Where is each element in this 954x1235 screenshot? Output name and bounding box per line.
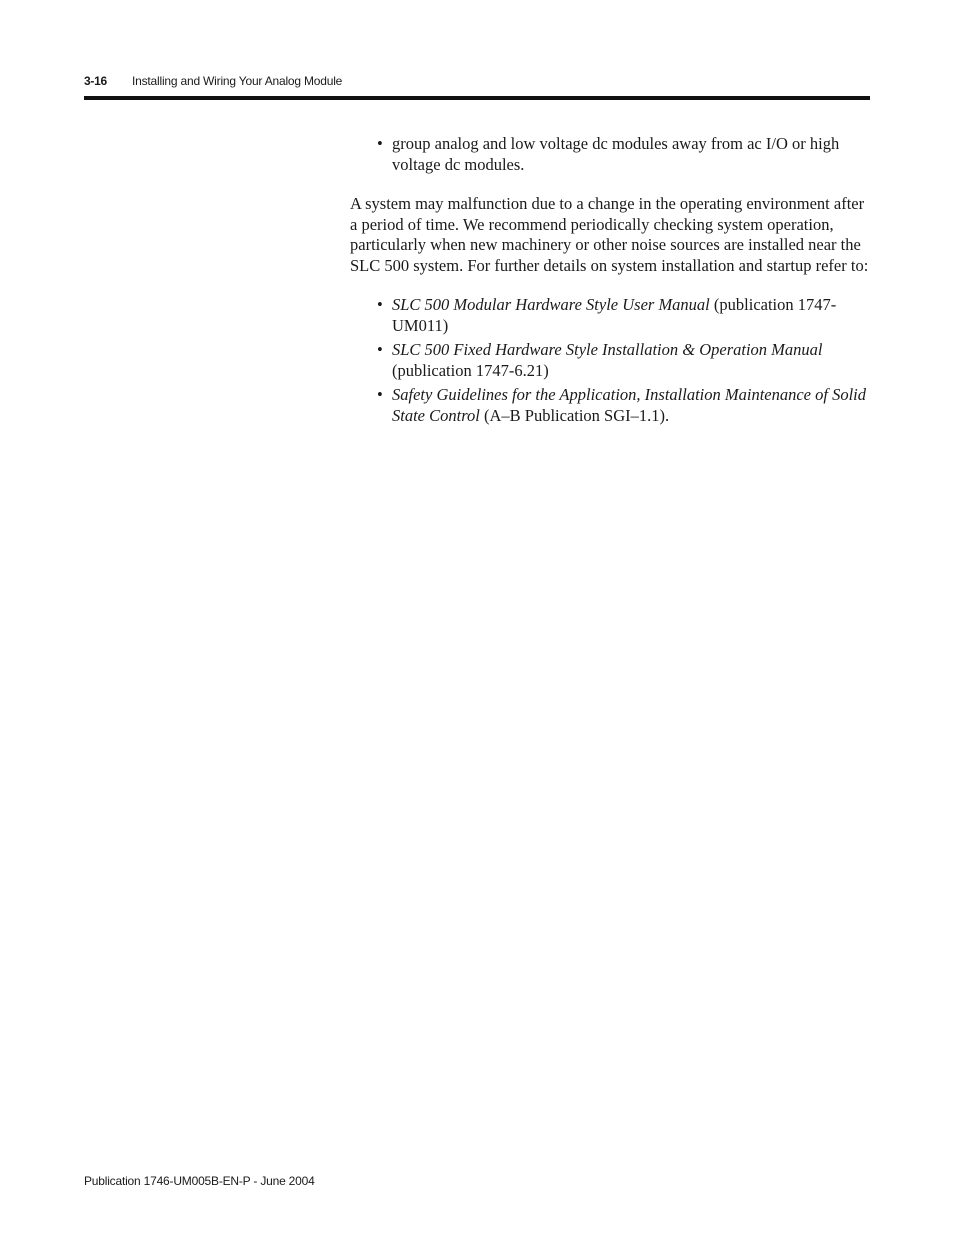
reference-publication: (publication 1747-6.21): [392, 360, 549, 380]
body-text: [350, 134, 870, 430]
reference-item: [350, 340, 870, 381]
running-title: Installing and Wiring Your Analog Module: [132, 74, 343, 88]
bullet-grouping: [350, 134, 870, 175]
bullet-marker: •: [377, 295, 383, 314]
reference-item: [350, 295, 870, 336]
reference-publication: (A–B Publication SGI–1.1).: [479, 405, 670, 425]
reference-title: SLC 500 Modular Hardware Style User Manual: [392, 295, 710, 314]
reference-title: Safety Guidelines for the Application, Installation Maintenance of Solid State Control: [392, 385, 867, 425]
bullet-text: group analog and low voltage dc modules away from ac I/O or high voltage dc modules.: [392, 134, 840, 174]
bullet-marker: •: [377, 340, 383, 359]
reference-publication: (publication 1747-UM011): [392, 295, 837, 335]
page-footer: Publication 1746-UM005B-EN-P - June 2004: [84, 1174, 315, 1188]
body-paragraph: A system may malfunction due to a change in the operating environment after a period of time. We recommend periodically checking system operation, particularly when new machinery or other noise sources are installed near the SLC 500 system. For further details on system installation and startup refer to:: [350, 194, 869, 275]
reference-item: [350, 385, 870, 426]
page-number: 3-16: [84, 74, 107, 88]
bullet-marker: •: [377, 134, 383, 153]
page-header: [84, 72, 870, 92]
bullet-marker: •: [377, 385, 383, 404]
header-rule: [84, 96, 870, 100]
reference-title: SLC 500 Fixed Hardware Style Installation & Operation Manual: [392, 340, 823, 359]
